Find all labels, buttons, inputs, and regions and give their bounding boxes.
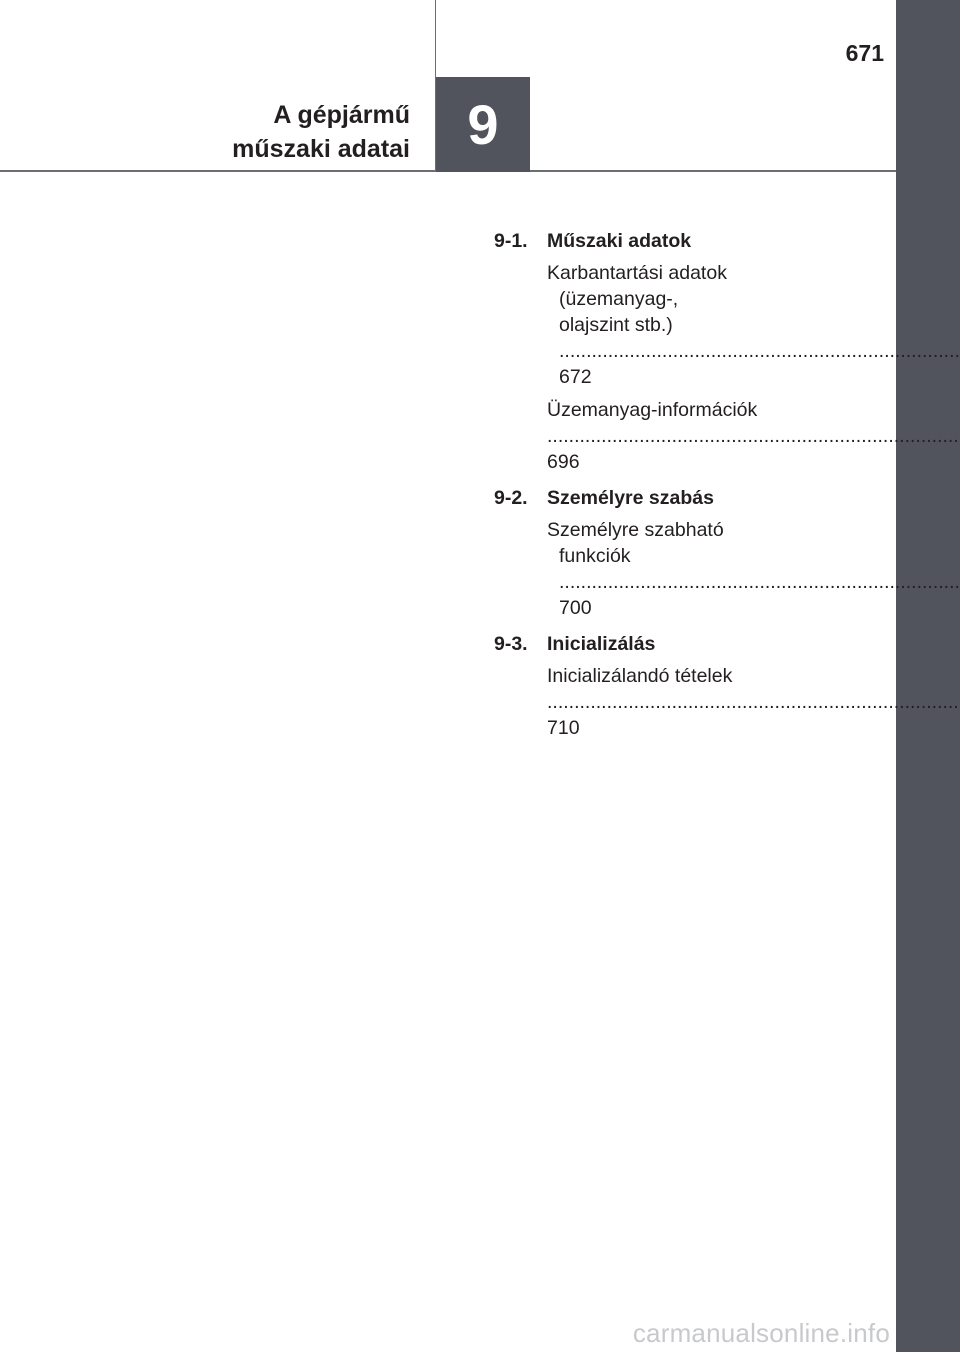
page-number: 671 [845,40,884,66]
toc-section-title: Személyre szabás [547,487,714,509]
dot-leader [559,340,960,362]
toc-entry-page: 710 [547,717,580,739]
toc-entry-page: 700 [559,597,592,619]
toc-section-9-1 [494,228,838,475]
toc-section-title: Inicializálás [547,633,656,655]
toc-section-heading[interactable] [494,228,838,254]
chapter-title-line-1: A gépjármű [273,101,410,129]
chapter-title-line-2: műszaki adatai [232,135,410,163]
toc-entry-line: (üzemanyag-, [559,288,679,310]
toc-section-number: 9-3. [494,633,528,655]
toc-section-9-3 [494,631,838,741]
table-of-contents [494,228,838,751]
toc-entry-line: Személyre szabható [547,519,724,541]
toc-section-heading[interactable] [494,631,838,657]
dot-leader [547,691,960,713]
watermark: carmanualsonline.info [632,1318,890,1348]
toc-entry-line: Karbantartási adatok [547,262,727,284]
toc-entry-line: funkciók [559,545,631,567]
toc-entry-page: 672 [559,366,592,388]
toc-entry-szemelyre-szabhato-funkciok[interactable] [547,517,838,621]
toc-entry-leader-line [547,543,838,621]
chapter-number-badge: 9 [436,77,530,172]
dot-leader [559,571,960,593]
toc-entry-line: Üzemanyag-információk [547,399,758,421]
toc-section-number: 9-2. [494,487,528,509]
toc-entry-page: 696 [547,451,580,473]
toc-section-9-2 [494,485,838,621]
toc-entry-uzemanyag-informaciok[interactable] [547,397,838,475]
toc-entry-leader-line [547,312,838,390]
toc-entry-inicializalando-tetelek[interactable] [547,663,838,741]
dot-leader [547,425,960,447]
toc-entry-line: Inicializálandó tételek [547,665,733,687]
toc-entry-karbantartasi-adatok[interactable] [547,260,838,390]
toc-entry-leader-line [547,663,838,741]
toc-section-number: 9-1. [494,230,528,252]
toc-section-title: Műszaki adatok [547,230,692,252]
side-thumb-tab [896,0,960,1352]
chapter-title [150,98,410,166]
toc-section-heading[interactable] [494,485,838,511]
toc-entry-line: olajszint stb.) [559,314,673,336]
toc-entry-leader-line [547,397,838,475]
